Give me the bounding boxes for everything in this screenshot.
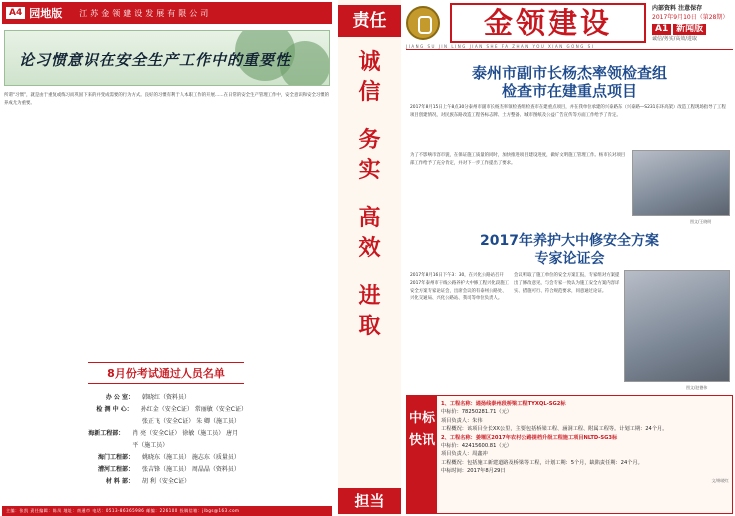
article2-headline <box>406 232 733 268</box>
exam-row-label: 漕河工程部： <box>97 466 134 473</box>
exam-row-value: 胡 利（安全C证） <box>142 478 191 485</box>
bid-news-box <box>406 395 733 514</box>
exam-row-value: 韩晓红（资料员） <box>142 394 191 401</box>
article2-body-2: 会议听取了施工单位的安全方案汇报，专家组对方案提出了修改意见，与会专家一致认为施工安全方案内容详实、措施可行、符合规范要求，同意通过论证。 <box>514 273 620 294</box>
masthead-info <box>652 4 732 44</box>
exam-list-title: 8月份考试通过人员名单 <box>88 362 244 384</box>
internal-label: 内部资料 注意保存 <box>652 5 703 12</box>
exam-row <box>88 404 247 416</box>
strip-word: 信 <box>358 80 381 105</box>
left-page-footer: 主编：张凯 责任编辑：陈凤 地址：南通市 电话：0513-86365986 邮编：226100 投稿信箱：jlbgs@163.com <box>2 506 332 516</box>
page-badge: A4 <box>6 7 25 19</box>
page-badge: A1 <box>652 24 671 35</box>
exam-row-label: 办 公 室： <box>105 394 134 401</box>
strip-word: 取 <box>358 314 381 339</box>
bid-item-line: 项目负责人：朱伟 <box>441 417 483 424</box>
company-name: 江苏金领建设发展有限公司 <box>79 8 212 18</box>
exam-row <box>88 392 244 404</box>
exam-row-value: 张正飞（安全C证） 朱 卿（施工员） <box>142 418 241 425</box>
meeting-photo <box>624 270 730 382</box>
article-side-text <box>250 362 330 507</box>
exam-row <box>88 452 244 464</box>
exam-row-label: 海门工程部： <box>97 454 134 461</box>
newspaper-title: 金领建设 <box>450 3 646 43</box>
exam-row <box>88 476 244 488</box>
masthead-pinyin: JIANG SU JIN LING JIAN SHE FA ZHAN YOU XIAN GONG SI <box>406 44 733 50</box>
strip-word: 实 <box>358 158 381 183</box>
section-title: 园地版 <box>29 7 63 20</box>
headline-line: 专家论证会 <box>534 251 605 267</box>
strip-word: 诚 <box>358 50 381 75</box>
bid-item-line: 工程概况：包括施工新建道路及桥梁等工程，计划工期：5个月，缺陷责任期：24个月。 <box>441 459 643 466</box>
exam-row-label <box>88 416 134 428</box>
article1-body-2: 为了不影响市容市貌，在保证施工质量的同时，加快推进项目建设进度，做好文明施工管理工作。杨市长对项目部工作给予了充分肯定，并对下一步工作提出了要求。 <box>410 153 626 166</box>
article-text: 所谓“习惯”，就是由于重复或练习而巩固下来的并变成需要的行为方式。良好的习惯有利于人本职工作的开展……在日常的安全生产管理工作中，安全意识和安全习惯的养成尤为重要。 <box>4 93 330 106</box>
bid-items <box>441 400 731 484</box>
exam-list <box>88 362 247 506</box>
bid-news-label: 中标快讯 <box>407 396 437 513</box>
headline-line: 2017年养护大中修安全方案 <box>480 233 659 249</box>
bid-note: 文/韩晓红 <box>711 478 729 484</box>
masthead <box>406 2 733 44</box>
strip-bottom: 担当 <box>338 488 401 514</box>
exam-row-value: 姚晓东（施工员） 施志东（质量员） <box>142 454 240 461</box>
bid-item-line: 项目负责人：周鑫冲 <box>441 451 488 458</box>
strip-word: 进 <box>358 284 381 309</box>
strip-words <box>338 48 401 342</box>
bid-item-title: 2、工程名称：姜堰区2017年农村公路提档升级工程施工项目NLTD-SG3标 <box>441 434 618 441</box>
headline-line: 泰州市副市长杨杰率领检查组 <box>471 64 667 82</box>
article2-body: 2017年8月16日下午3：30，在兴化公路站召开2017年泰州市干线公路养护大中修工程兴化段施工安全方案专家论证会，出席会议的有泰州公路处、兴化交通局、兴化公路站、我司等单位负责人。 <box>410 273 509 302</box>
article-body <box>4 92 330 362</box>
exam-row-label: 材 料 部： <box>105 478 134 485</box>
exam-row <box>88 416 244 428</box>
strip-word: 务 <box>358 128 381 153</box>
photo-caption: 图文/王晓明 <box>690 219 712 224</box>
photo-caption: 图文/赵德伟 <box>686 385 708 390</box>
motto: 诚信/务实/高效/进取 <box>652 36 698 42</box>
headline-banner <box>4 30 330 86</box>
headline-line: 检查市在建重点项目 <box>501 82 637 100</box>
article1-headline <box>406 64 733 100</box>
article-continued <box>4 362 84 507</box>
strip-word: 高 <box>358 206 381 231</box>
exam-row-value: 张吉锋（施工员） 周晶晶（资料员） <box>142 466 240 473</box>
bid-item-line: 工程概况：该项目全长XX公里，主要包括桥梁工程、涵洞工程、附属工程等。计划工期：24个月。 <box>441 426 668 433</box>
exam-row-label: 海新工程部： <box>88 430 125 437</box>
strip-top: 责任 <box>338 5 401 37</box>
edition-label: 新闻版 <box>673 24 706 35</box>
exam-row-value: 肖 亮（安全C证） 徐敏（施工员） 唐月平（施工员） <box>132 430 239 449</box>
strip-word: 效 <box>358 236 381 261</box>
bid-item-line: 中标价：42415600.81（元） <box>441 443 512 450</box>
left-page-header <box>2 2 332 24</box>
bid-item-title: 1、工程名称：通扬线泰州段桥梁工程TYXQL-SG2标 <box>441 401 566 407</box>
exam-row-value: 孙红金（安全C证） 常丽敏（安全C证） <box>140 406 247 413</box>
company-logo-icon <box>406 6 440 40</box>
inspection-photo <box>632 150 730 216</box>
exam-row <box>88 464 244 476</box>
values-strip <box>338 0 401 516</box>
bid-item-line: 中标时间：2017年8月29日 <box>441 468 506 475</box>
exam-row-label: 检 测 中 心： <box>96 406 133 413</box>
exam-row <box>88 428 244 452</box>
bid-item-line: 中标价：78250281.71（元） <box>441 409 512 416</box>
issue-date: 2017年9月10日（第28期） <box>652 14 729 21</box>
article1-body: 2017年8月15日上午8点30分泰州市副市长杨杰率领检查组检查市在建重点项目，并在我单位承建的兴泰路东（兴泰路—S231东环高架）改造工程现场指导了工程项目创建情况，对民族东路改造工程各标志牌、土方整备、城市图纸及公益广告宣传等方面工作给予了肯定。 <box>410 105 726 118</box>
article-headline: 论习惯意识在安全生产工作中的重要性 <box>19 51 292 69</box>
